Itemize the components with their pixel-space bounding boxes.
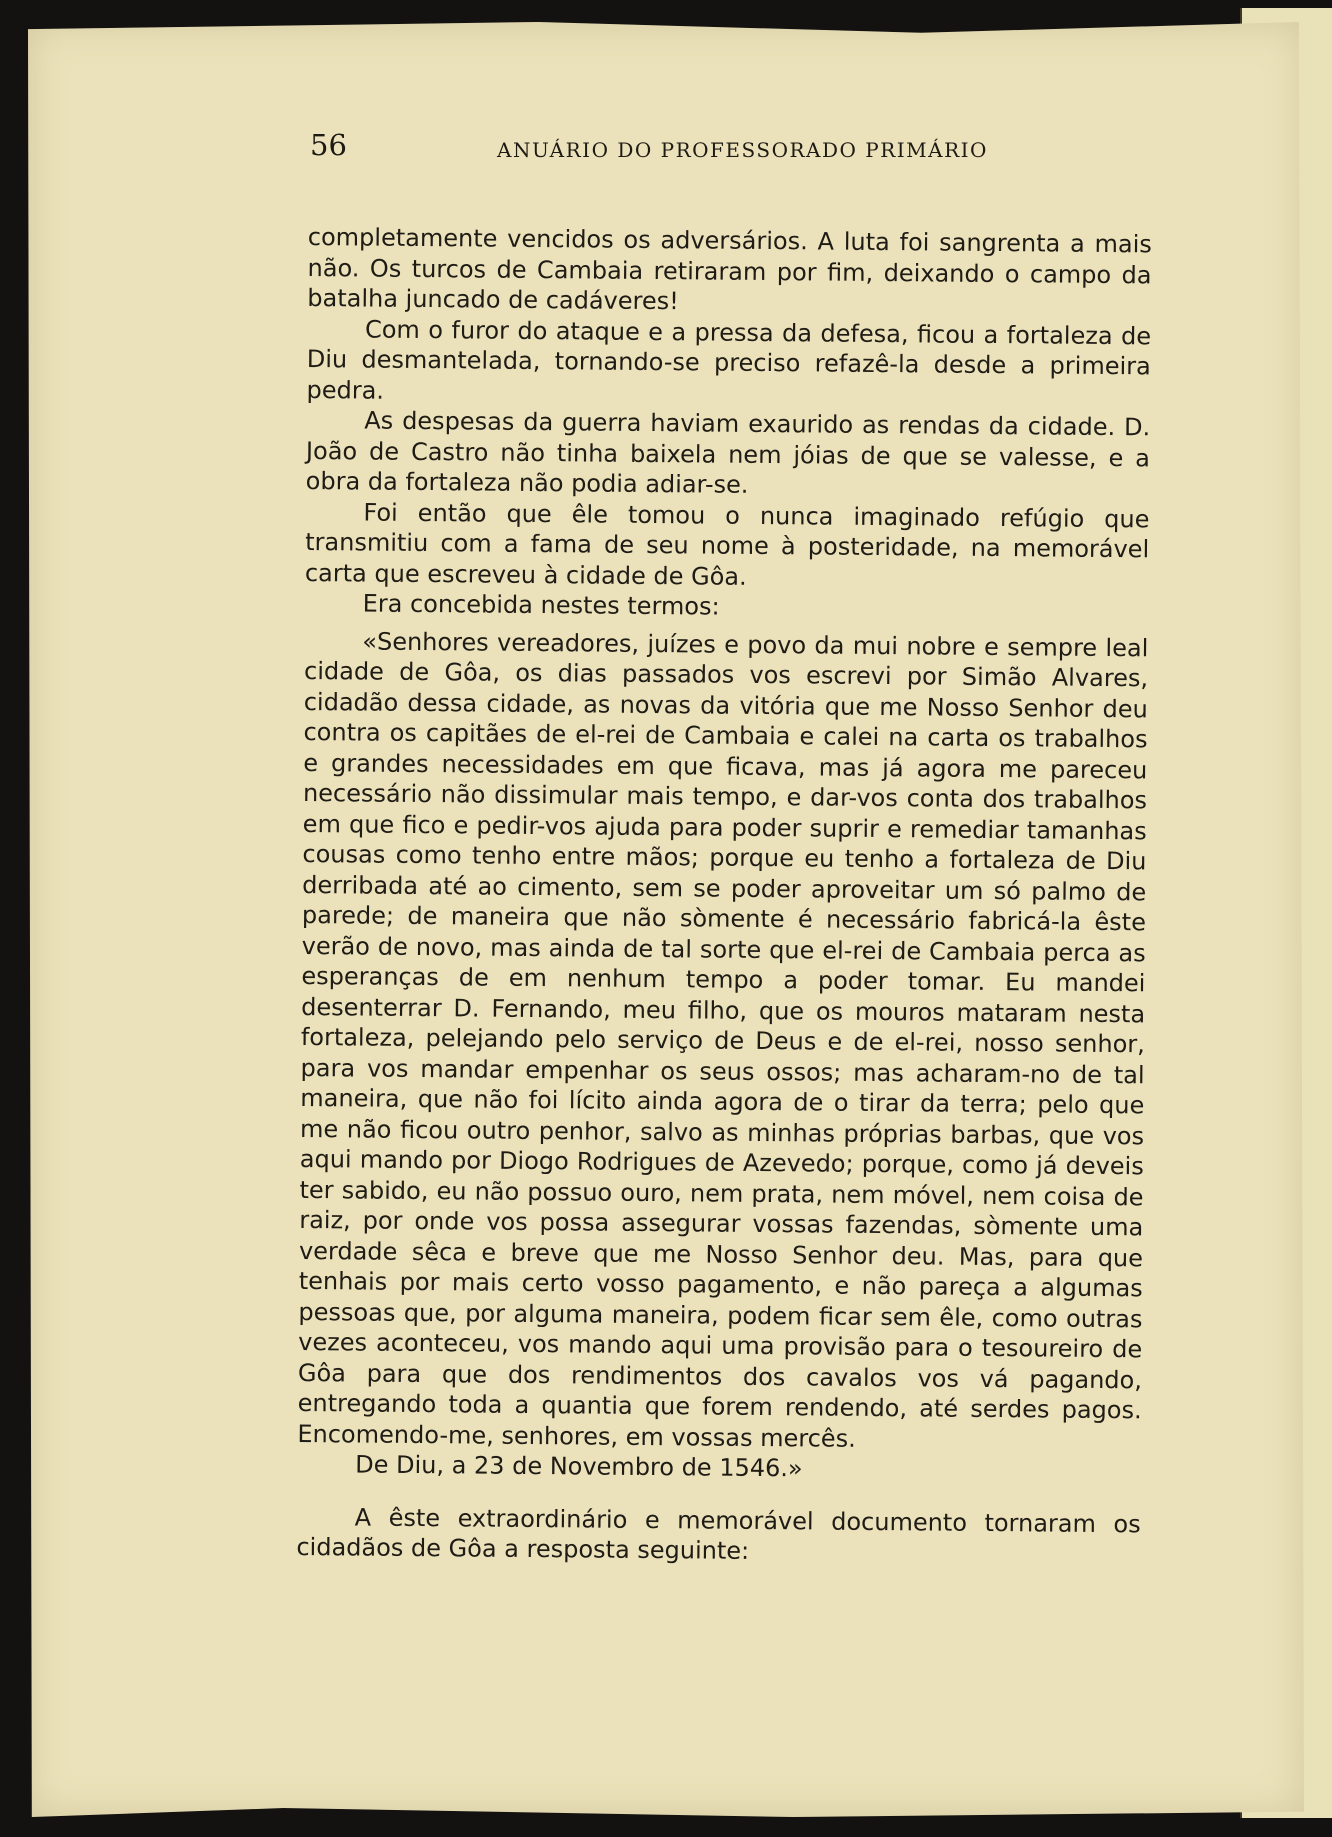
paragraph: Era concebida nestes termos: [362, 589, 720, 621]
page-number: 56 [310, 128, 347, 162]
paragraph: completamente vencidos os adversários. A luta foi sangrenta a mais não. Os turcos de Cambaia retiraram por fim, deixando o campo da batalha juncado de cadáveres! [307, 222, 1152, 316]
letter-dateline: De Diu, a 23 de Novembro de 1546.» [355, 1450, 803, 1483]
running-head [310, 128, 1090, 168]
paragraph: As despesas da guerra haviam exaurido as rendas da cidade. D. João de Castro não tinha baixela nem jóias de que se valesse, e a obra da fortaleza não podia adiar-se. [305, 406, 1151, 499]
body-text [296, 222, 1152, 1570]
quoted-letter: «Senhores vereadores, juízes e povo da mui nobre e sempre leal cidade de Gôa, os dias passados vos escrevi por Simão Alvares, cidadão dessa cidade, as novas da vitória que me Nosso Senhor deu contra os capitães de el-rei de Cambaia e calei na carta os trabalhos e grandes necessidades em que ficava, mas já agora me pareceu necessário não dissimular mais tempo, e dar-vos conta dos trabalhos em que fico e pedir-vos ajuda para poder suprir e remediar tamanhas cousas como tenho entre mãos; porque eu tenho a fortaleza de Diu derribada até ao cimento, sem se poder aproveitar um só palmo de parede; de maneira que não sòmente é necessário fabricá-la êste verão de novo, mas ainda de tal sorte que el-rei de Cambaia perca as esperanças de em nenhum tempo a poder tomar. Eu mandei desenterrar D. Fernando, meu filho, que os mouros mataram nesta fortaleza, pelejando pelo serviço de Deus e de el-rei, nosso senhor, para vos mandar empenhar os seus ossos; mas acharam-no de tal maneira, que não foi lícito ainda agora de o tirar da terra; pelo que me não ficou outro penhor, salvo as minhas próprias barbas, que vos aqui mando por Diogo Rodrigues de Azevedo; porque, como já deveis ter sabido, eu não possuo ouro, nem prata, nem móvel, nem coisa de raiz, por onde vos possa assegurar vossas fazendas, sòmente uma verdade sêca e breve que me Nosso Senhor deu. Mas, para que tenhais por mais certo vosso pagamento, e não pareça a algumas pessoas que, por alguma maneira, podem ficar sem êle, como outras vezes aconteceu, vos mando aqui uma provisão para o tesoureiro de Gôa para que dos rendimentos dos cavalos vos vá pagando, entregando toda a quantia que forem rendendo, até serdes pagos. Encomendo-me, senhores, em vossas mercês. [297, 626, 1149, 1453]
paragraph: Foi então que êle tomou o nunca imaginado refúgio que transmitiu com a fama de seu nome à posteridade, na memorável carta que escreveu à cidade de Gôa. [304, 497, 1150, 591]
paragraph: A êste extraordinário e memorável documento tornaram os cidadãos de Gôa a resposta seguinte: [296, 1502, 1141, 1565]
running-head-title: ANUÁRIO DO PROFESSORADO PRIMÁRIO [497, 138, 988, 162]
paragraph: Com o furor do ataque e a pressa da defesa, ficou a fortaleza de Diu desmantelada, tornando-se preciso refazê-la desde a primeira pedra. [306, 315, 1152, 405]
